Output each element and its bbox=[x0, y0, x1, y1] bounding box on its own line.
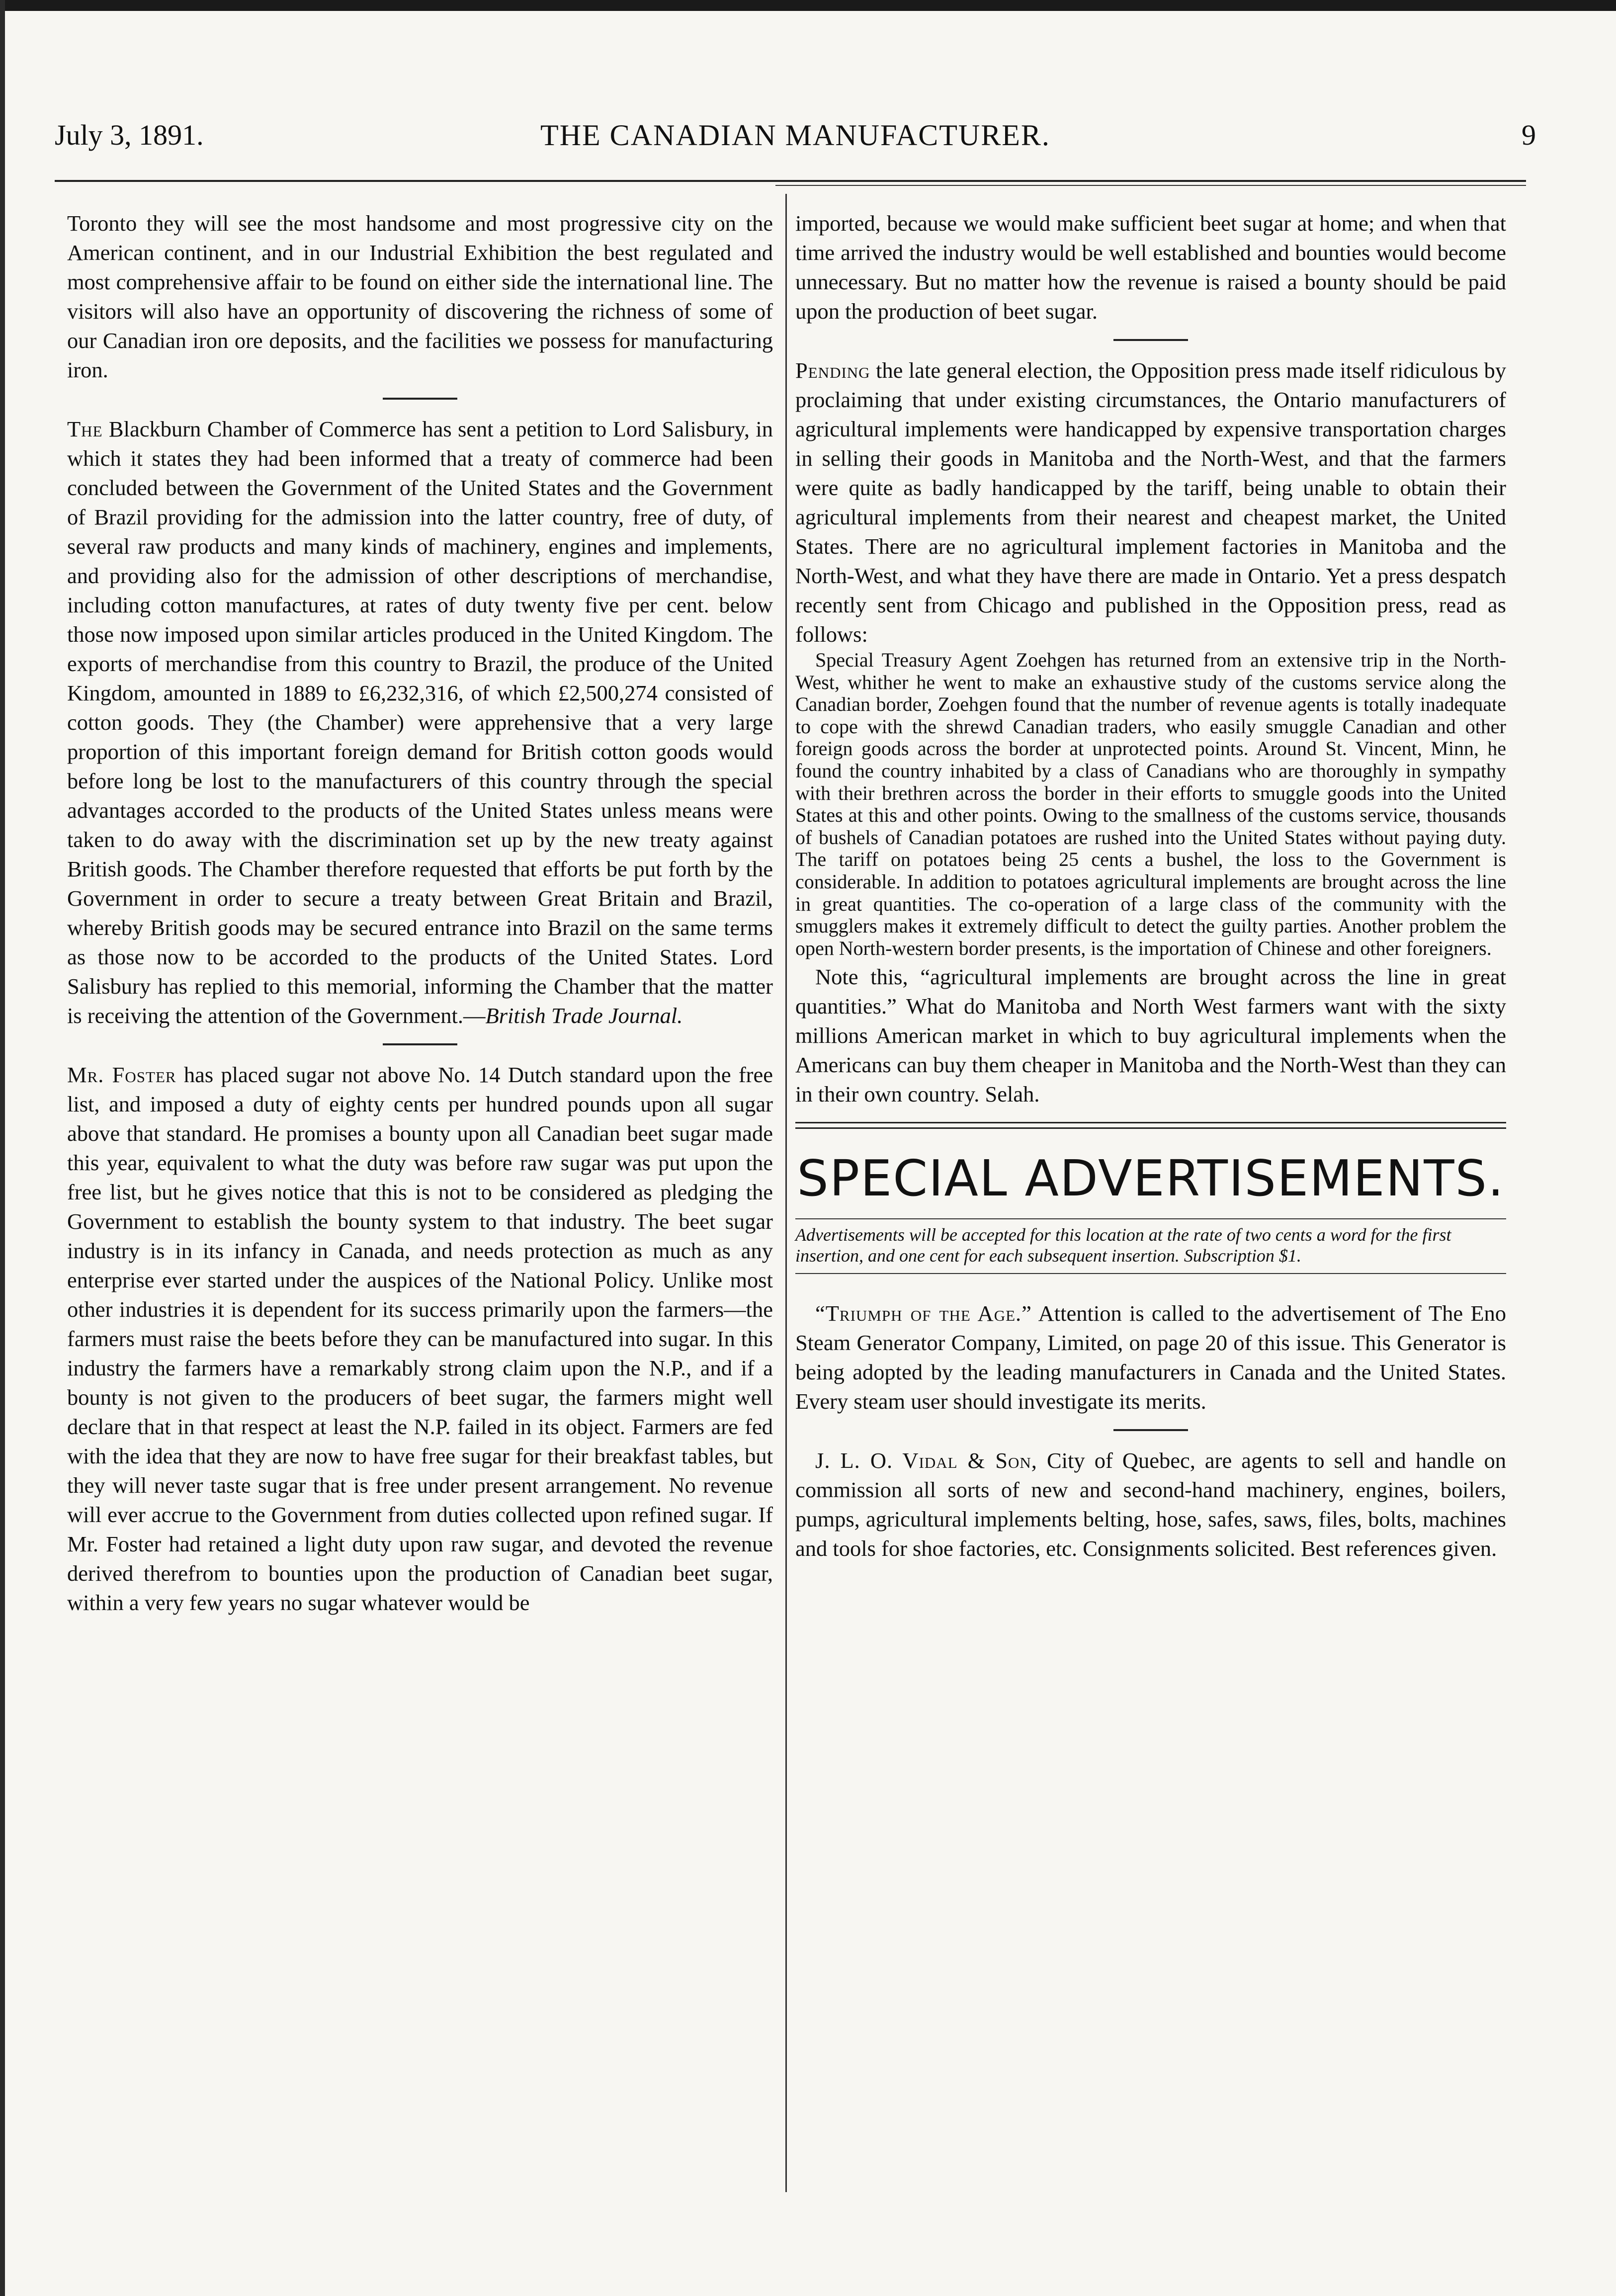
page-header bbox=[55, 118, 1536, 163]
lead-in-the: The bbox=[67, 417, 103, 441]
article-separator bbox=[1113, 1429, 1188, 1431]
header-rule bbox=[55, 180, 1526, 182]
foster-body: has placed sugar not above No. 14 Dutch standard upon the free list, and imposed a duty of eighty cents per hundred pounds upon all sugar above that standard. He promises a bounty upon all Canadian beet sugar made this year, equivalent to what the duty was before raw sugar was put upon the free list, but he gives notice that this is not to be considered as pledging the Government to establish the bounty system to that industry. The beet sugar industry is in its infancy in Canada, and needs protection as much as any enterprise ever started under the auspices of the National Policy. Unlike most other industries it is dependent for its success primarily upon the farmers—the farmers must raise the beets before they can be manufactured into sugar. In this industry the farmers have a remarkably strong claim upon the N.P., and if a bounty is not given to the producers of beet sugar, the farmers might well declare that in that respect at least the N.P. failed in its object. Farmers are fed with the idea that they are now to have free sugar for their breakfast tables, but they will never taste sugar that is free under present arrangement. No revenue will ever accrue to the Government from duties collected upon refined sugar. If Mr. Foster had retained a light duty upon raw sugar, and devoted the revenue derived therefrom to bounties upon the production of Canadian beet sugar, within a very few years no sugar whatever would be bbox=[67, 1062, 773, 1615]
article-note-this-paragraph: Note this, “agricultural implements are brought across the line in great quantities.” What do Manitoba and North West farmers want with the sixty millions American market in which to buy agricultural implements when the Americans can buy them cheaper in Manitoba and the North-West than they can in their own country. Selah. bbox=[795, 964, 1506, 1107]
special-advertisements-heading: SPECIAL ADVERTISEMENTS. bbox=[797, 1149, 1505, 1208]
issue-date: July 3, 1891. bbox=[55, 119, 204, 151]
publication-title: THE CANADIAN MANUFACTURER. bbox=[540, 119, 1050, 152]
column-divider bbox=[785, 194, 787, 2192]
pending-body: the late general election, the Opposition press made itself ridiculous by proclaiming that under existing circumstances, the Ontario manufacturers of agricultural implements were handicapped by expensive transportation charges in selling their goods in Manitoba and the North-West, and that the farmers were quite as badly handicapped by the tariff, being unable to obtain their agricultural implements from their nearest and cheapest market, the United States. There are no agricultural implement factories in Manitoba and the North-West, and what they have there are made in Ontario. Yet a press despatch recently sent from Chicago and published in the Opposition press, read as follows: bbox=[795, 358, 1506, 647]
ad-note-rule-bottom bbox=[795, 1273, 1506, 1274]
article-separator bbox=[383, 1043, 457, 1045]
section-rule bbox=[795, 1122, 1506, 1123]
source-citation: British Trade Journal. bbox=[485, 1003, 683, 1028]
blackburn-body: Blackburn Chamber of Commerce has sent a petition to Lord Salisbury, in which it states they had been informed that a treaty of commerce had been concluded between the Government of the United States and the Government of Brazil providing for the admission into the latter country, free of duty, of several raw products and many kinds of machinery, engines and implements, and providing also for the admission of other descriptions of merchandise, including cotton manufactures, at rates of duty twenty five per cent. below those now imposed upon similar articles produced in the United Kingdom. The exports of merchandise from this country to Brazil, the produce of the United Kingdom, amounted in 1889 to £6,232,316, of which £2,500,274 consisted of cotton goods. They (the Chamber) were apprehensive that a very large proportion of this important foreign demand for British cotton goods would before long be lost to the manufacturers of this country through the special advantages accorded to the products of the United States unless means were taken to do away with the discrimination set up by the new treaty against British goods. The Chamber therefore requested that efforts be put forth by the Government in order to secure a treaty between Great Britain and Brazil, whereby British goods may be secured entrance into Brazil on the same terms as those now to be accorded to the products of the United States. Lord Salisbury has replied to this memorial, informing the Chamber that the matter is receiving the attention of the Government.— bbox=[67, 417, 773, 1028]
ad-eno-body: Attention is called to the advertisement of The Eno Steam Generator Company, Limited, on page 20 of this issue. This Generator is being adopted by the leading manufacturers in Canada and the United States. Every steam user should investigate its merits. bbox=[795, 1301, 1506, 1414]
article-sugar-continuation: imported, because we would make sufficient beet sugar at home; and when that time arrived the industry would be well established and bounties would become unnecessary. But no matter how the revenue is raised a bounty should be paid upon the production of beet sugar. bbox=[795, 211, 1506, 324]
article-separator bbox=[1113, 339, 1188, 341]
section-rule-secondary bbox=[795, 1127, 1506, 1129]
page-number: 9 bbox=[1522, 119, 1536, 151]
advertising-rates-note: Advertisements will be accepted for this location at the rate of two cents a word for the first insertion, and one cent for each subsequent insertion. Subscription $1. bbox=[795, 1225, 1451, 1266]
press-despatch-quote bbox=[795, 649, 1506, 959]
ad-note-rule-top bbox=[795, 1218, 1506, 1219]
lead-in-mr-foster: Mr. Foster bbox=[67, 1062, 176, 1087]
article-blackburn-paragraph bbox=[67, 415, 773, 1030]
right-column bbox=[795, 209, 1506, 1563]
lead-in-pending: Pending bbox=[795, 358, 870, 383]
lead-in-vidal: J. L. O. Vidal & Son, bbox=[815, 1448, 1037, 1473]
left-column bbox=[67, 209, 773, 1617]
ad-vidal-and-son bbox=[795, 1446, 1506, 1563]
article-separator bbox=[383, 398, 457, 400]
scan-binding-edge bbox=[0, 0, 5, 2296]
article-foster-sugar-paragraph bbox=[67, 1060, 773, 1617]
ad-eno-steam-generator bbox=[795, 1299, 1506, 1416]
article-pending-paragraph bbox=[795, 356, 1506, 649]
ad-vidal-body: City of Quebec, are agents to sell and handle on commission all sorts of new and second-hand machinery, engines, boilers, pumps, agricultural implements belting, hose, safes, saws, files, bolts, machines and tools for shoe factories, etc. Consignments solicited. Best references given. bbox=[795, 1448, 1506, 1561]
quote-text: Special Treasury Agent Zoehgen has returned from an extensive trip in the North-West, whither he went to make an exhaustive study of the customs service along the Canadian border, Zoehgen found that the number of revenue agents is totally inadequate to cope with the shrewd Canadian traders, who easily smuggle Canadian and other foreign goods across the border at unprotected points. Around St. Vincent, Minn, he found the country inhabited by a class of Canadians who are thoroughly in sympathy with their brethren across the border in their efforts to smuggle goods into the United States at this and other points. Owing to the smallness of the customs service, thousands of bushels of Canadian potatoes are rushed into the United States without paying duty. The tariff on potatoes being 25 cents a bushel, the loss to the Government is considerable. In addition to potatoes agricultural implements are brought across the line in great quantities. The co-operation of a large class of the community with the smugglers makes it extremely difficult to detect the guilty parties. Another problem the open North-western border presents, is the importation of Chinese and other foreigners. bbox=[795, 649, 1506, 959]
header-rule-secondary bbox=[775, 185, 1526, 186]
scan-top-edge bbox=[0, 0, 1616, 11]
article-toronto-paragraph: Toronto they will see the most handsome and most progressive city on the American continent, and in our Industrial Exhibition the best regulated and most comprehensive affair to be found on either side the international line. The visitors will also have an opportunity of discovering the richness of some of our Canadian iron ore deposits, and the facilities we possess for manufacturing iron. bbox=[67, 211, 773, 382]
lead-in-triumph: “Triumph of the Age.” bbox=[815, 1301, 1032, 1326]
